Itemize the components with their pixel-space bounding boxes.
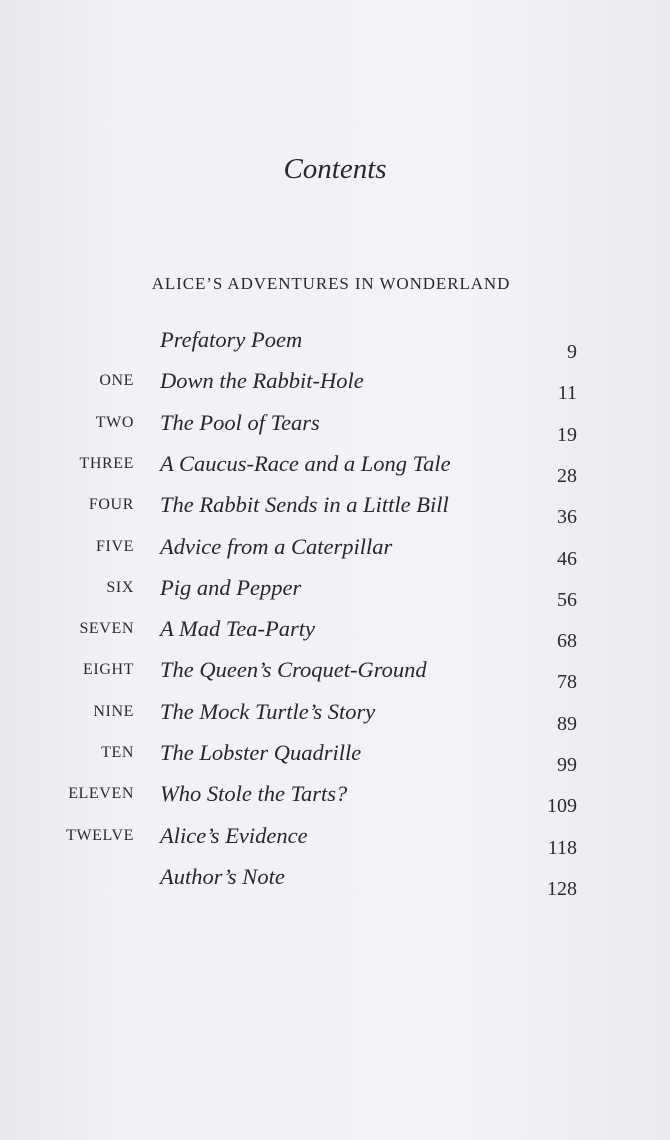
page-number: 118 xyxy=(547,836,577,859)
toc-entry xyxy=(0,781,670,817)
chapter-title: Down the Rabbit-Hole xyxy=(160,368,364,394)
toc-entry xyxy=(0,823,670,859)
contents-heading: Contents xyxy=(283,153,387,185)
chapter-number: SIX xyxy=(106,578,134,596)
toc-entry xyxy=(0,368,670,404)
chapter-number: TWO xyxy=(95,413,134,431)
chapter-title: The Lobster Quadrille xyxy=(160,740,362,765)
page-number: 11 xyxy=(557,382,577,405)
toc-entry xyxy=(0,616,670,652)
toc-entry xyxy=(0,410,670,446)
chapter-number: ELEVEN xyxy=(68,785,134,803)
toc-entry xyxy=(0,534,670,570)
page-number: 19 xyxy=(557,423,577,446)
chapter-title: Advice from a Caterpillar xyxy=(160,533,393,559)
chapter-title: Who Stole the Tarts? xyxy=(160,781,348,807)
page-number: 89 xyxy=(557,712,577,735)
toc-entry xyxy=(0,657,670,693)
chapter-number: THREE xyxy=(79,454,134,472)
chapter-title: Prefatory Poem xyxy=(160,327,303,352)
chapter-number: FIVE xyxy=(96,537,134,555)
page-number: 128 xyxy=(547,877,577,900)
page-number: 36 xyxy=(557,506,577,529)
page-number: 56 xyxy=(557,588,577,611)
page-number: 28 xyxy=(557,464,577,487)
chapter-title: A Caucus-Race and a Long Tale xyxy=(160,450,451,476)
chapter-title: A Mad Tea-Party xyxy=(160,616,315,642)
toc-entry xyxy=(0,575,670,611)
chapter-title: Author’s Note xyxy=(160,863,285,889)
chapter-number: NINE xyxy=(93,702,134,720)
chapter-number: TEN xyxy=(101,744,134,761)
toc-entry xyxy=(0,492,670,528)
chapter-number: SEVEN xyxy=(79,620,134,638)
page-number: 109 xyxy=(547,795,577,818)
chapter-title: Pig and Pepper xyxy=(160,574,302,600)
chapter-number: FOUR xyxy=(88,496,134,514)
chapter-title: The Rabbit Sends in a Little Bill xyxy=(160,492,449,518)
chapter-number: TWELVE xyxy=(66,826,134,844)
toc-entry xyxy=(0,451,670,487)
chapter-title: The Queen’s Croquet-Ground xyxy=(160,657,427,683)
chapter-number: ONE xyxy=(99,372,134,390)
chapter-number: EIGHT xyxy=(83,661,134,679)
page-number: 68 xyxy=(557,630,577,653)
toc-entry xyxy=(0,699,670,735)
page-number: 9 xyxy=(567,341,577,363)
toc-entry xyxy=(0,740,670,776)
toc-entry xyxy=(0,327,670,363)
chapter-title: The Mock Turtle’s Story xyxy=(160,698,376,724)
chapter-title: Alice’s Evidence xyxy=(160,822,308,848)
toc-entry xyxy=(0,864,670,900)
page-number: 99 xyxy=(557,754,577,776)
chapter-title: The Pool of Tears xyxy=(160,409,320,435)
page-number: 78 xyxy=(557,671,577,694)
page-number: 46 xyxy=(557,547,577,570)
book-title: ALICE’S ADVENTURES IN WONDERLAND xyxy=(151,274,511,293)
